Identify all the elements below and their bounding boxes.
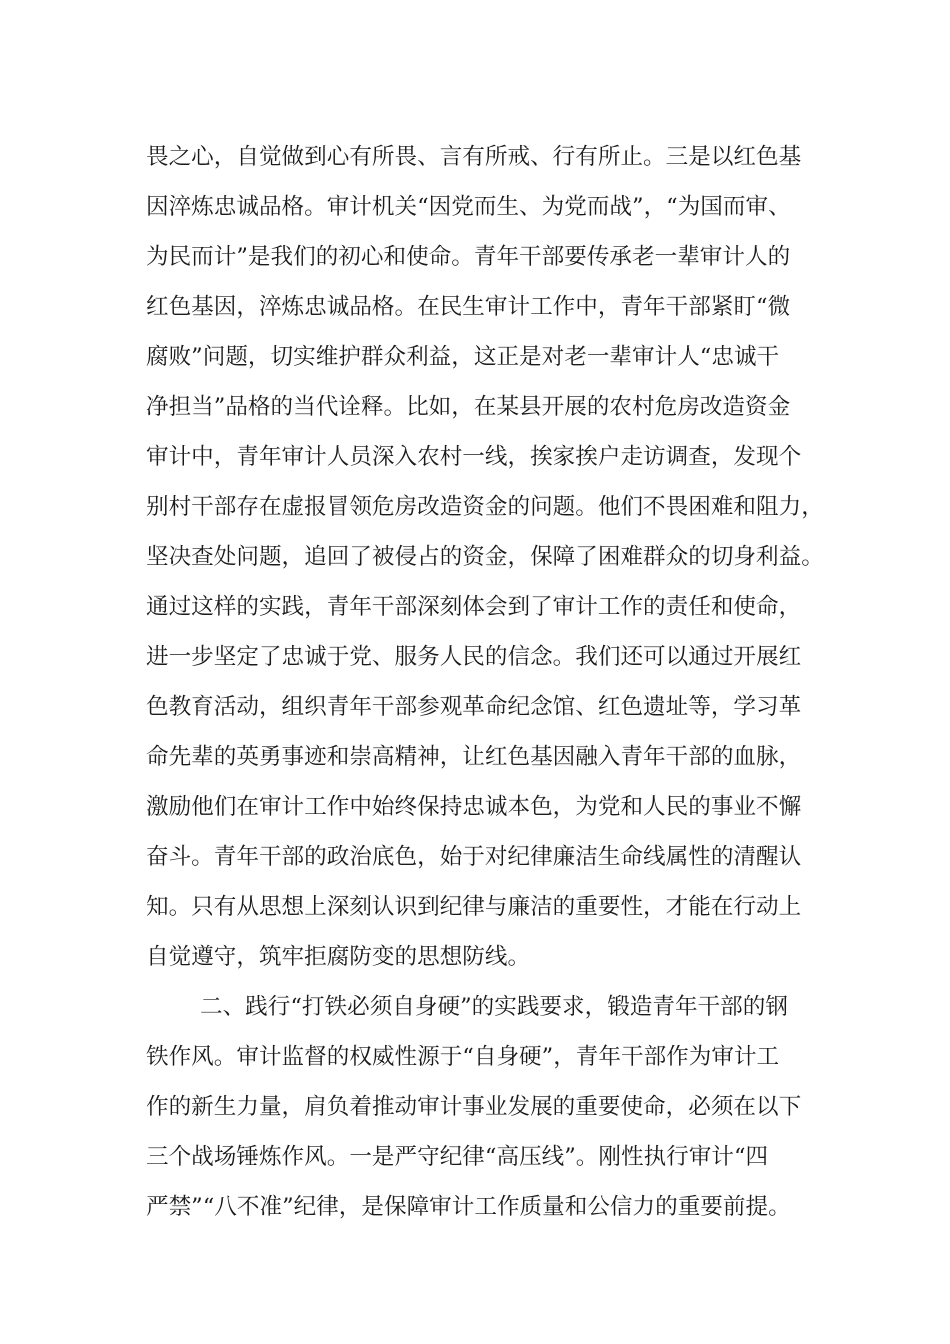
text-line: 坚决查处问题，追回了被侵占的资金，保障了困难群众的切身利益。 (146, 544, 824, 570)
section-heading-line: 二、践行“打铁必须自身硬”的实践要求，锻造青年干部的钢 (200, 994, 788, 1020)
text-line: 自觉遵守，筑牢拒腐防变的思想防线。 (146, 944, 531, 970)
text-line: 三个战场锤炼作风。一是严守纪律“高压线”。刚性执行审计“四 (146, 1144, 769, 1170)
text-line: 命先辈的英勇事迹和崇高精神，让红色基因融入青年干部的血脉， (146, 744, 802, 770)
text-line: 知。只有从思想上深刻认识到纪律与廉洁的重要性，才能在行动上 (146, 894, 802, 920)
text-line: 畏之心，自觉做到心有所畏、言有所戒、行有所止。三是以红色基 (146, 144, 802, 170)
text-line: 色教育活动，组织青年干部参观革命纪念馆、红色遗址等，学习革 (146, 694, 802, 720)
text-line: 作的新生力量，肩负着推动审计事业发展的重要使命，必须在以下 (146, 1094, 802, 1120)
text-line: 腐败”问题，切实维护群众利益，这正是对老一辈审计人“忠诚干 (146, 344, 780, 370)
text-line: 别村干部存在虚报冒领危房改造资金的问题。他们不畏困难和阻力， (146, 494, 824, 520)
text-line: 奋斗。青年干部的政治底色，始于对纪律廉洁生命线属性的清醒认 (146, 844, 802, 870)
text-line: 净担当”品格的当代诠释。比如，在某县开展的农村危房改造资金 (146, 394, 791, 420)
text-line: 因淬炼忠诚品格。审计机关“因党而生、为党而战”，“为国而审、 (146, 194, 791, 220)
text-line: 进一步坚定了忠诚于党、服务人民的信念。我们还可以通过开展红 (146, 644, 802, 670)
text-line: 严禁”“八不准”纪律，是保障审计工作质量和公信力的重要前提。 (146, 1194, 791, 1220)
text-line: 红色基因，淬炼忠诚品格。在民生审计工作中，青年干部紧盯“微 (146, 294, 791, 320)
text-line: 铁作风。审计监督的权威性源于“自身硬”，青年干部作为审计工 (146, 1044, 780, 1070)
text-line: 激励他们在审计工作中始终保持忠诚本色，为党和人民的事业不懈 (146, 794, 802, 820)
body-text (146, 132, 836, 1232)
text-line: 审计中，青年审计人员深入农村一线，挨家挨户走访调查，发现个 (146, 444, 802, 470)
text-line: 为民而计”是我们的初心和使命。青年干部要传承老一辈审计人的 (146, 244, 791, 270)
text-line: 通过这样的实践，青年干部深刻体会到了审计工作的责任和使命， (146, 594, 802, 620)
